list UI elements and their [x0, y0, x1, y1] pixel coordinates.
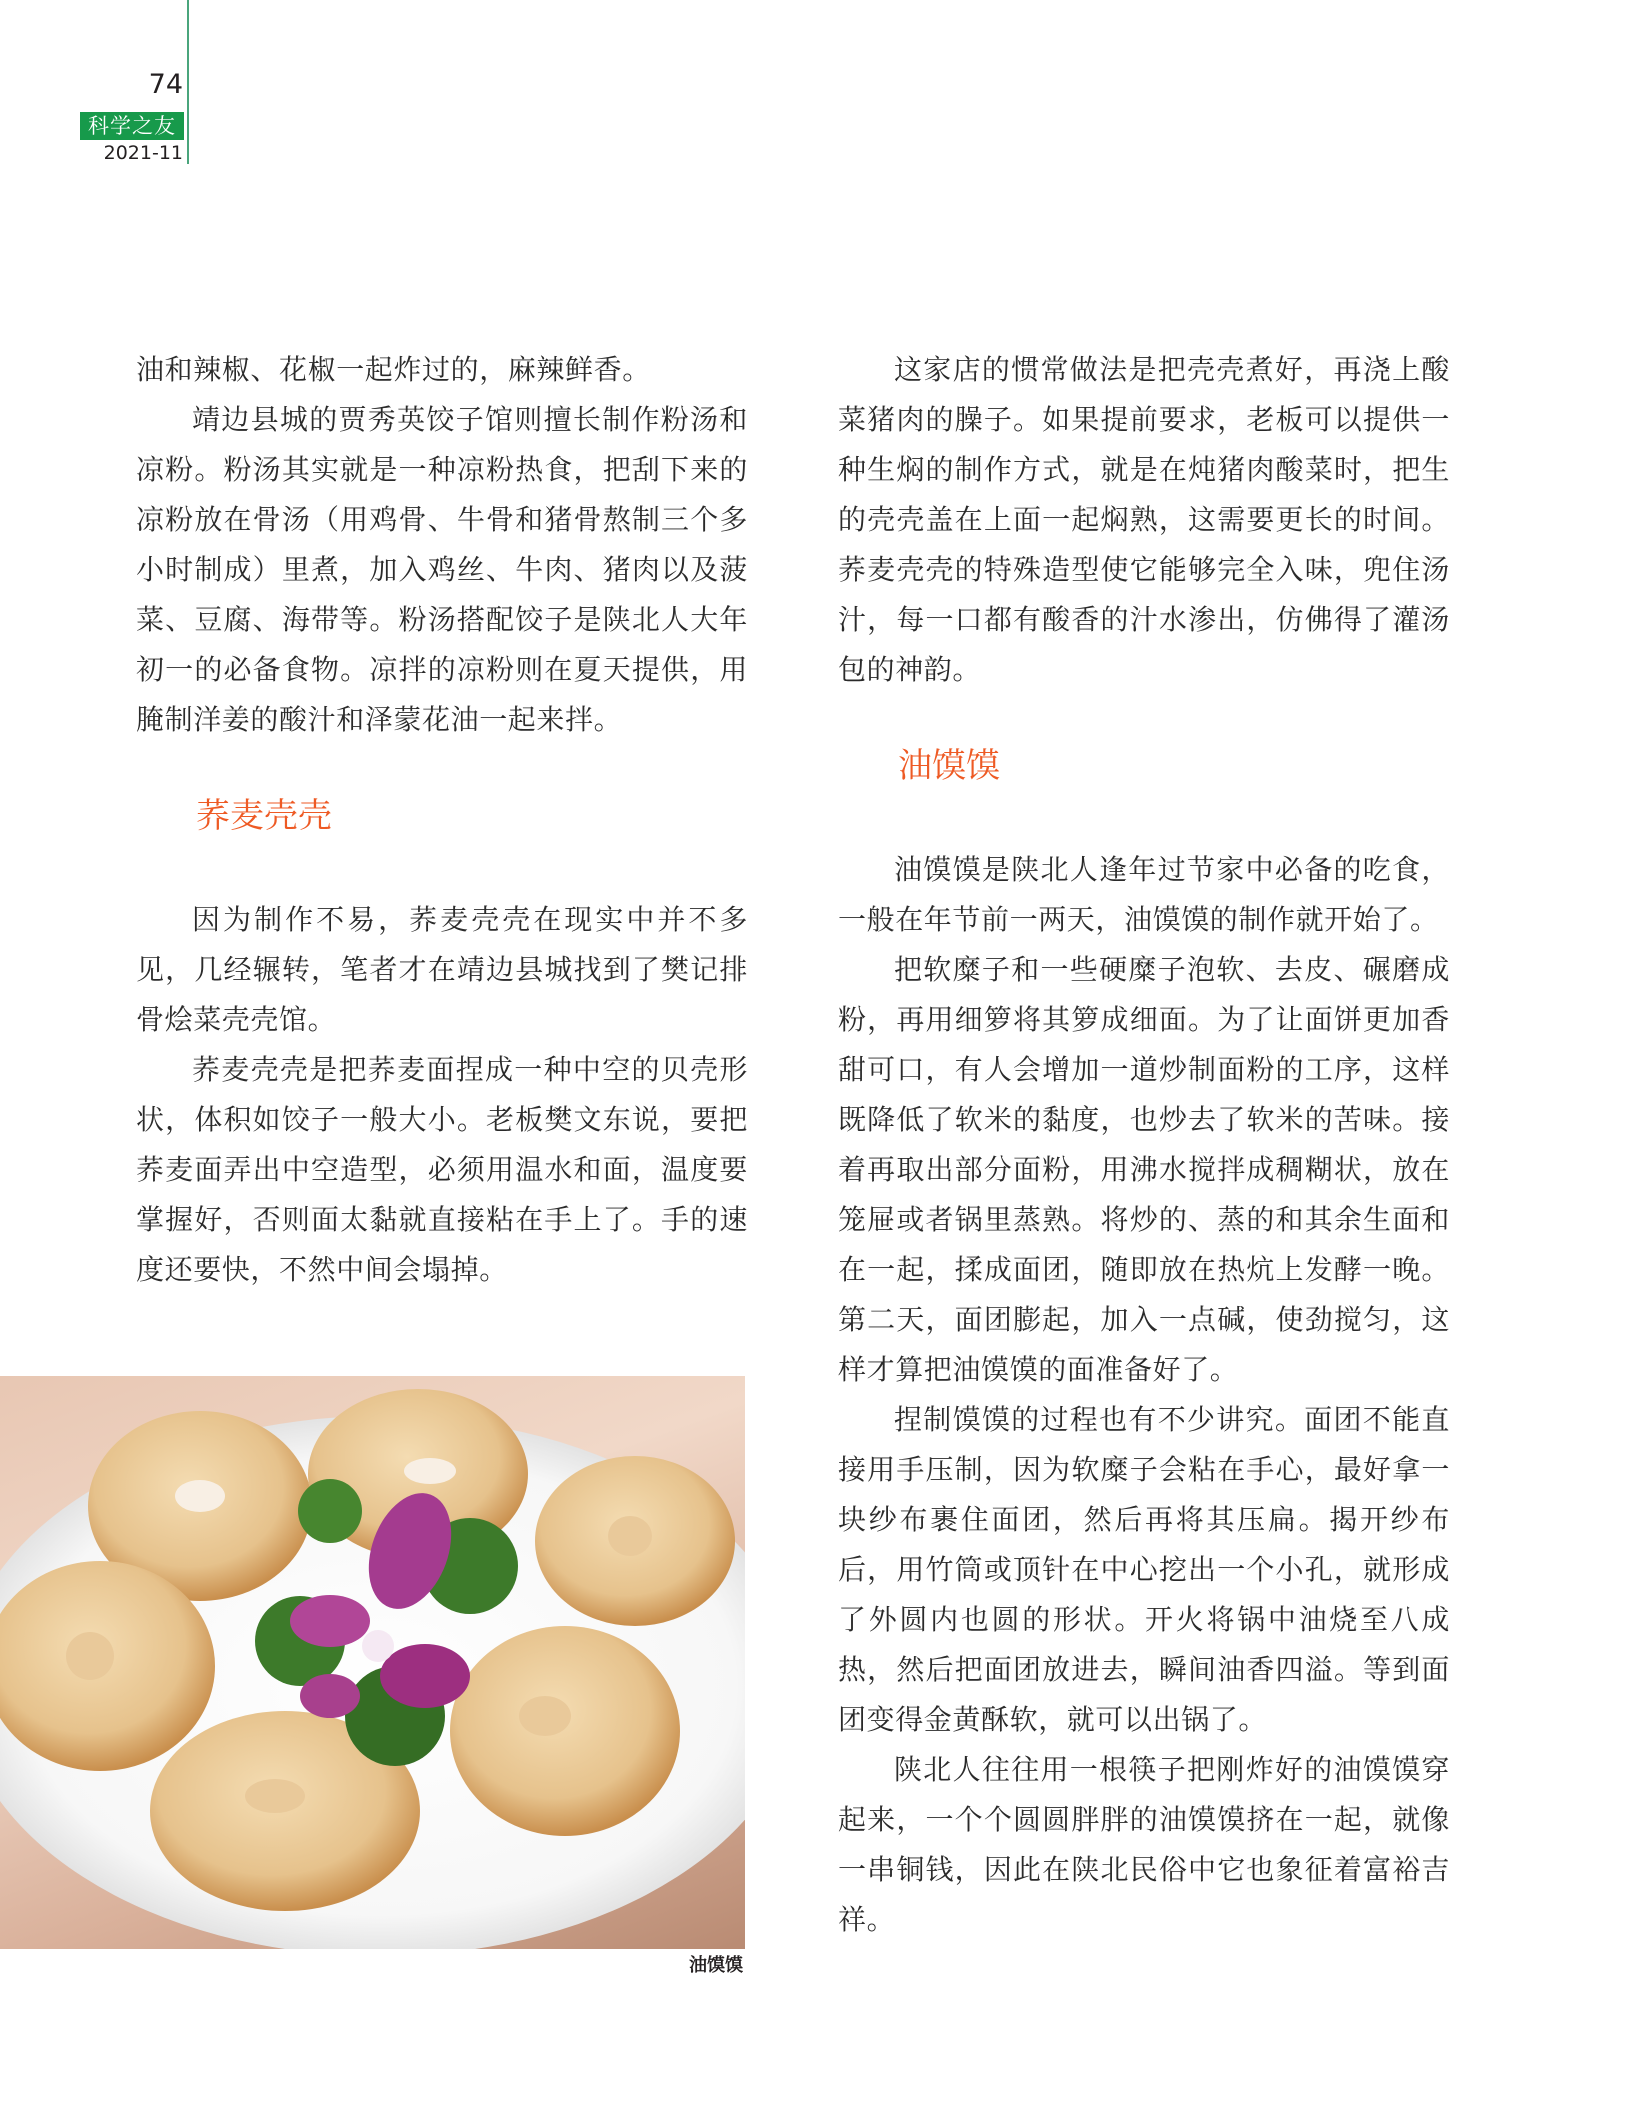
paragraph: 这家店的惯常做法是把壳壳煮好，再浇上酸菜猪肉的臊子。如果提前要求，老板可以提供一种生焖的制作方式，就是在炖猪肉酸菜时，把生的壳壳盖在上面一起焖熟，这需要更长的时间。荞麦壳壳的特殊造型使它能够完全入味，兜住汤汁，每一口都有酸香的汁水渗出，仿佛得了灌汤包的神韵。 [838, 353, 1450, 686]
food-illustration [0, 1376, 745, 1949]
left-column-bottom [136, 895, 748, 1295]
right-column-section [838, 746, 1450, 786]
left-column-top [136, 345, 748, 745]
paragraph: 把软糜子和一些硬糜子泡软、去皮、碾磨成粉，再用细箩将其箩成细面。为了让面饼更加香甜可口，有人会增加一道炒制面粉的工序，这样既降低了软米的黏度，也炒去了软米的苦味。接着再取出部分面粉，用沸水搅拌成稠糊状，放在笼屉或者锅里蒸熟。将炒的、蒸的和其余生面和在一起，揉成面团，随即放在热炕上发酵一晚。第二天，面团膨起，加入一点碱，使劲搅匀，这样才算把油馍馍的面准备好了。 [838, 953, 1450, 1386]
page-number: 74 [148, 69, 183, 100]
photo-caption: 油馍馍 [689, 1955, 743, 1976]
section-heading-qiaomai-keke: 荞麦壳壳 [196, 796, 332, 836]
section-heading-youmomo: 油馍馍 [898, 746, 1000, 786]
right-column-top [838, 345, 1450, 695]
paragraph: 陕北人往往用一根筷子把刚炸好的油馍馍穿起来，一个个圆圆胖胖的油馍馍挤在一起，就像一串铜钱，因此在陕北民俗中它也象征着富裕吉祥。 [838, 1753, 1450, 1936]
magazine-name-badge: 科学之友 [80, 112, 184, 140]
youmomo-photo [0, 1376, 745, 1949]
paragraph: 捏制馍馍的过程也有不少讲究。面团不能直接用手压制，因为软糜子会粘在手心，最好拿一块纱布裹住面团，然后再将其压扁。揭开纱布后，用竹筒或顶针在中心挖出一个小孔，就形成了外圆内也圆的形状。开火将锅中油烧至八成热，然后把面团放进去，瞬间油香四溢。等到面团变得金黄酥软，就可以出锅了。 [838, 1403, 1450, 1736]
left-column-section [136, 796, 748, 836]
issue-date: 2021-11 [103, 142, 183, 164]
paragraph: 油和辣椒、花椒一起炸过的，麻辣鲜香。 [136, 353, 651, 386]
paragraph: 靖边县城的贾秀英饺子馆则擅长制作粉汤和凉粉。粉汤其实就是一种凉粉热食，把刮下来的凉粉放在骨汤（用鸡骨、牛骨和猪骨熬制三个多小时制成）里煮，加入鸡丝、牛肉、猪肉以及菠菜、豆腐、海带等。粉汤搭配饺子是陕北人大年初一的必备食物。凉拌的凉粉则在夏天提供，用腌制洋姜的酸汁和泽蒙花油一起来拌。 [136, 403, 748, 736]
folio-divider-rule [187, 0, 189, 164]
right-column-bottom [838, 845, 1450, 1945]
paragraph: 油馍馍是陕北人逢年过节家中必备的吃食，一般在年节前一两天，油馍馍的制作就开始了。 [838, 853, 1450, 936]
paragraph: 荞麦壳壳是把荞麦面捏成一种中空的贝壳形状，体积如饺子一般大小。老板樊文东说，要把荞麦面弄出中空造型，必须用温水和面，温度要掌握好，否则面太黏就直接粘在手上了。手的速度还要快，不然中间会塌掉。 [136, 1053, 748, 1286]
paragraph: 因为制作不易，荞麦壳壳在现实中并不多见，几经辗转，笔者才在靖边县城找到了樊记排骨烩菜壳壳馆。 [136, 903, 748, 1036]
